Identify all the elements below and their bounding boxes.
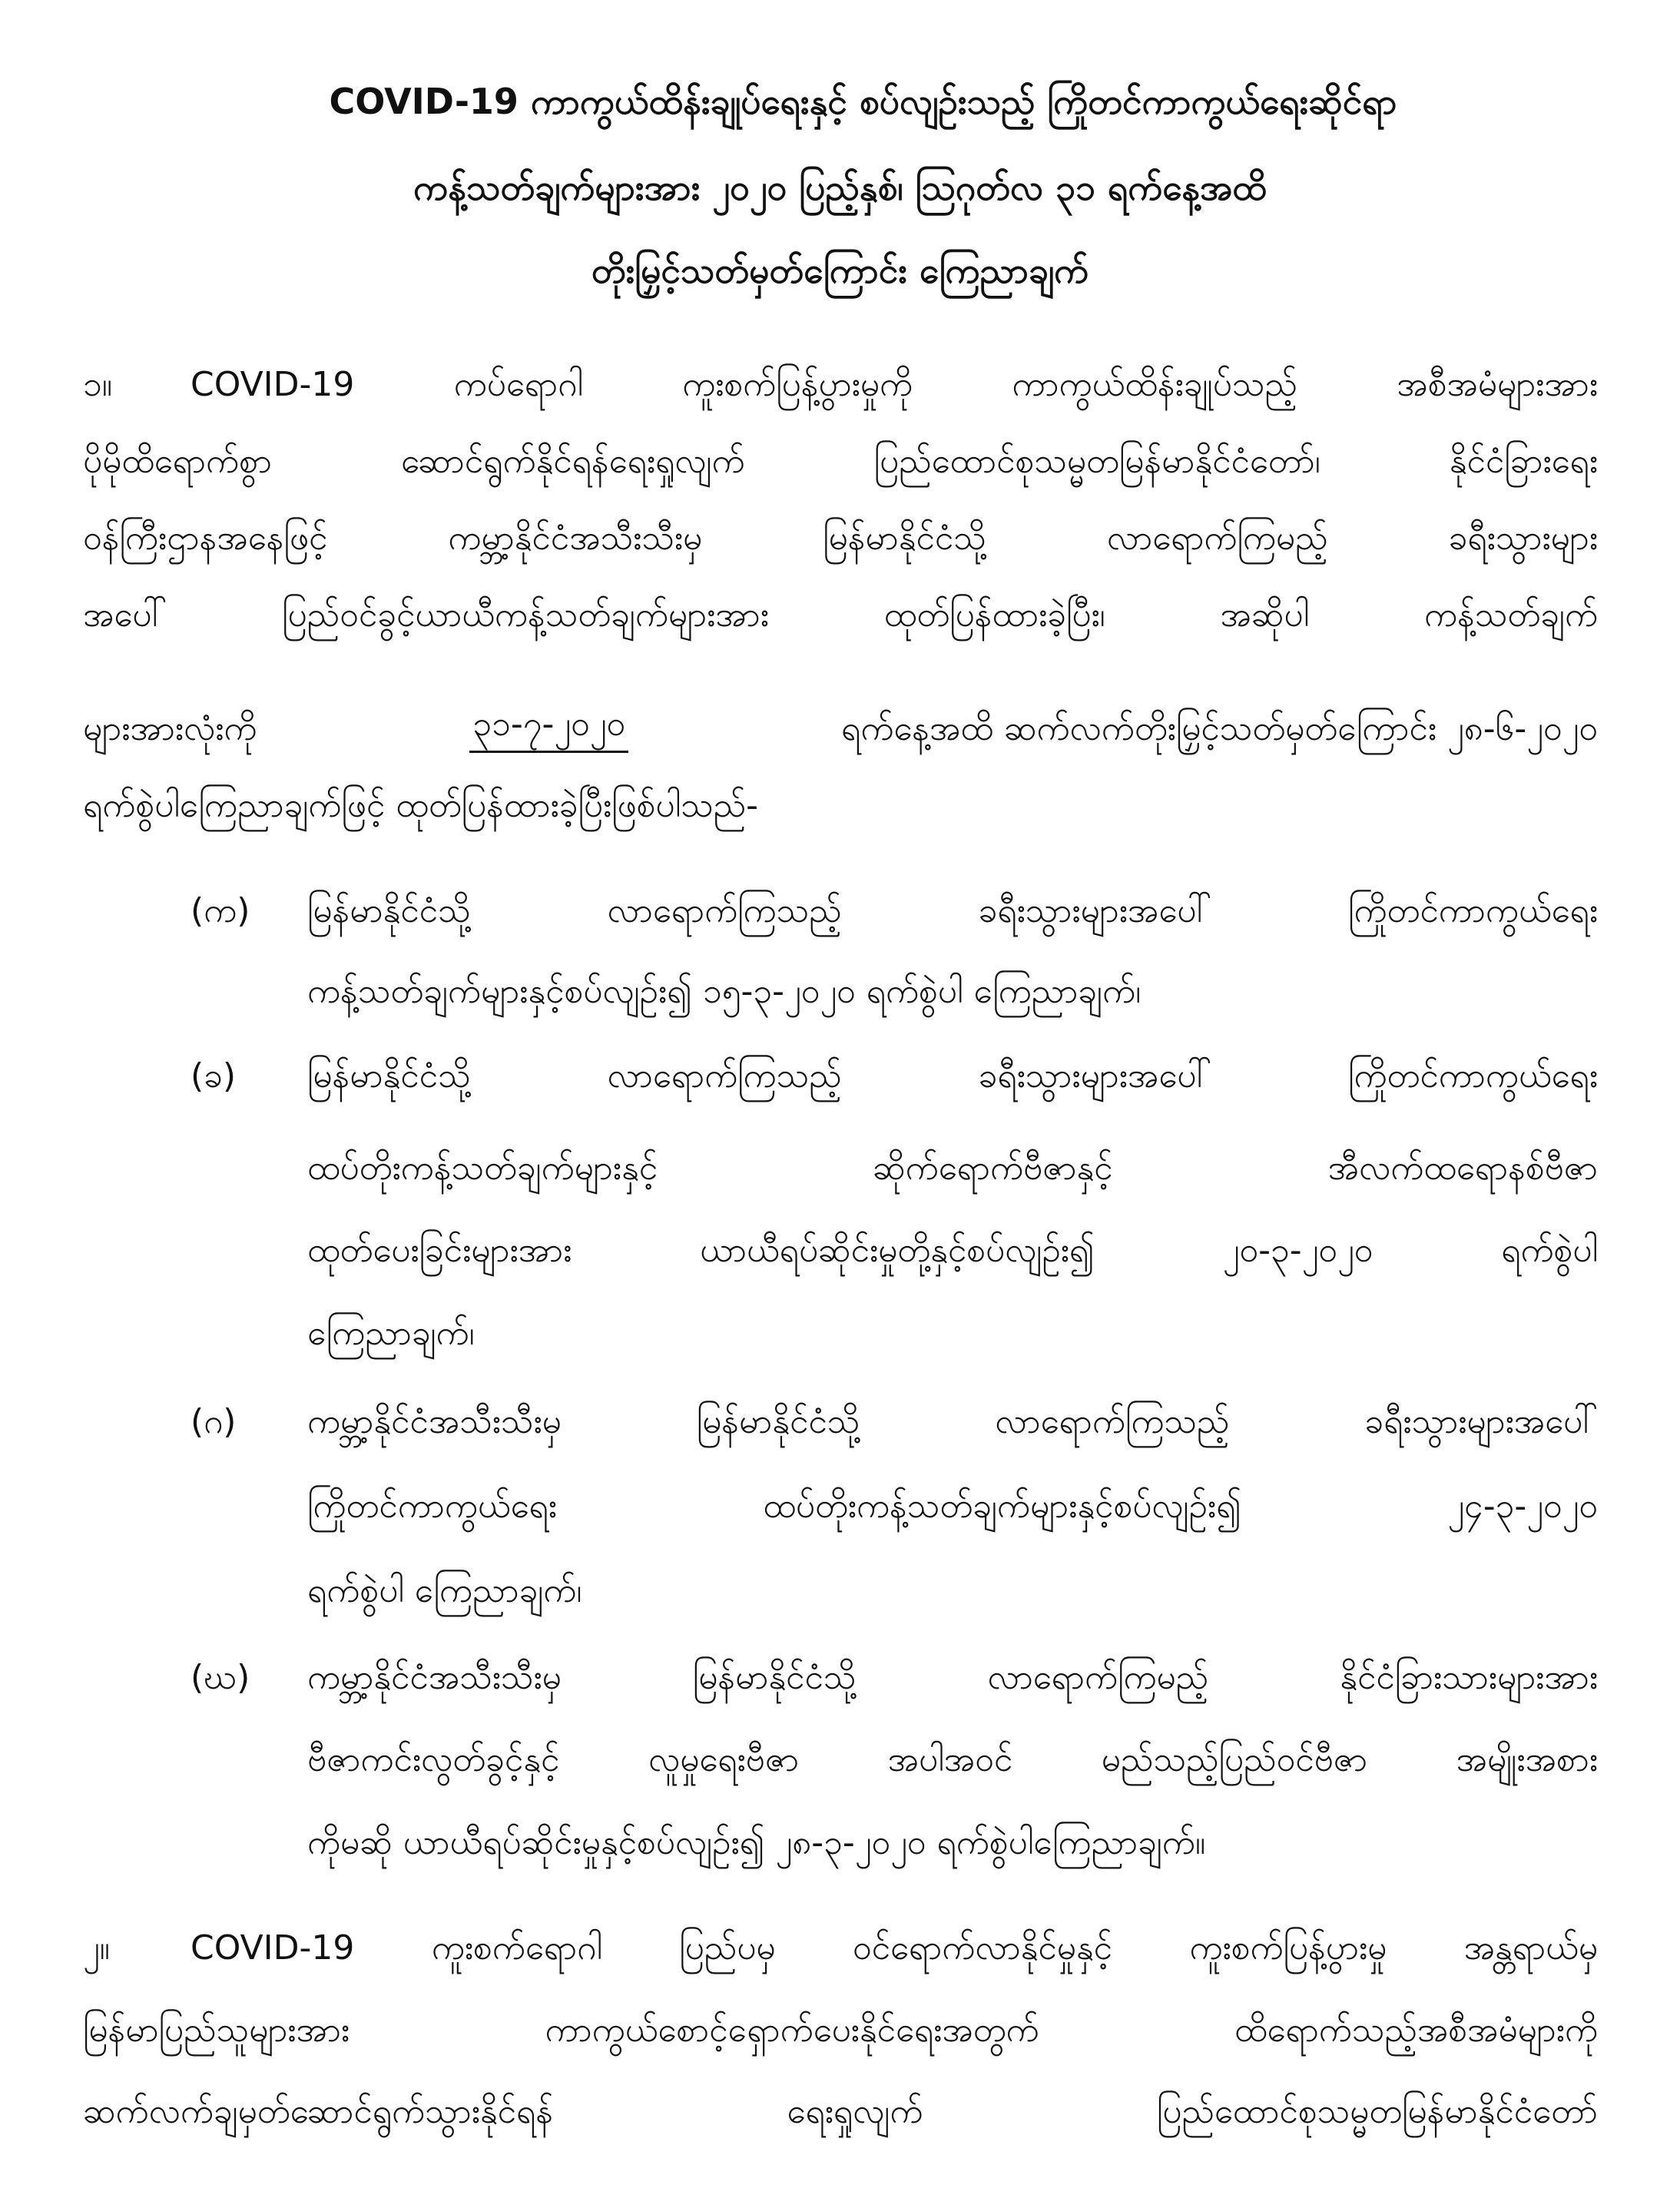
item-label: (က) bbox=[191, 891, 250, 930]
item-line: ကမ္ဘာ့နိုင်ငံအသီးသီးမှ မြန်မာနိုင်ငံသို့ လာရောက်ကြမည့် နိုင်ငံခြားသားများအား bbox=[307, 1658, 1598, 1697]
paragraph-1-line: ဝန်ကြီးဌာနအနေဖြင့် ကမ္ဘာ့နိုင်ငံအသီးသီးမှ မြန်မာနိုင်ငံသို့ လာရောက်ကြမည့် ခရီးသွားများ bbox=[83, 519, 1598, 558]
document-title-line-2: ကန့်သတ်ချက်များအား ၂၀၂၀ ပြည့်နှစ်၊ ဩဂုတ်လ ၃၁ ရက်နေ့အထိ bbox=[413, 167, 1267, 208]
document-title-line-1: COVID-19 ကာကွယ်ထိန်းချုပ်ရေးနှင့် စပ်လျဉ်းသည့် ကြိုတင်ကာကွယ်ရေးဆိုင်ရာ bbox=[329, 81, 1397, 122]
item-line: မြန်မာနိုင်ငံသို့ လာရောက်ကြသည့် ခရီးသွားများအပေါ် ကြိုတင်ကာကွယ်ရေး bbox=[307, 1056, 1598, 1096]
item-line: ကြိုတင်ကာကွယ်ရေး ထပ်တိုးကန့်သတ်ချက်များနှင့်စပ်လျဉ်း၍ ၂၄-၃-၂၀၂၀ bbox=[307, 1487, 1598, 1526]
item-line: ထုတ်ပေးခြင်းများအား ယာယီရပ်ဆိုင်းမှုတို့နှင့်စပ်လျဉ်း၍ ၂၀-၃-၂၀၂၀ ရက်စွဲပါ bbox=[307, 1231, 1598, 1270]
paragraph-2-number: ၂။ bbox=[83, 1928, 110, 1968]
paragraph-1-line: COVID-19 ကပ်ရောဂါ ကူးစက်ပြန့်ပွားမှုကို ကာကွယ်ထိန်းချုပ်သည့် အစီအမံများအား bbox=[191, 365, 1598, 404]
item-line: ကန့်သတ်ချက်များနှင့်စပ်လျဉ်း၍ ၁၅-၃-၂၀၂၀ ရက်စွဲပါ ကြေညာချက်၊ bbox=[307, 972, 1142, 1011]
item-line: မြန်မာနိုင်ငံသို့ လာရောက်ကြသည့် ခရီးသွားများအပေါ် ကြိုတင်ကာကွယ်ရေး bbox=[307, 891, 1598, 930]
item-line: ထပ်တိုးကန့်သတ်ချက်များနှင့် ဆိုက်ရောက်ဗီဇာနှင့် အီလက်ထရောနစ်ဗီဇာ bbox=[307, 1149, 1598, 1188]
item-label: (ဂ) bbox=[191, 1402, 237, 1441]
paragraph-2-line: မြန်မာပြည်သူများအား ကာကွယ်စောင့်ရှောက်ပေးနိုင်ရေးအတွက် ထိရောက်သည့်အစီအမံများကို bbox=[83, 2011, 1598, 2050]
document-title-line-3: တိုးမြှင့်သတ်မှတ်ကြောင်း ကြေညာချက် bbox=[591, 250, 1089, 291]
paragraph-1-line: ပိုမိုထိရောက်စွာ ဆောင်ရွက်နိုင်ရန်ရေးရှုလျက် ပြည်ထောင်စုသမ္မတမြန်မာနိုင်ငံတော်၊ နိုင်ငံခြားရေး bbox=[83, 442, 1598, 481]
item-label: (ခ) bbox=[191, 1056, 237, 1096]
item-line: ရက်စွဲပါ ကြေညာချက်၊ bbox=[307, 1571, 582, 1610]
paragraph-1-line: ရက်စွဲပါကြေညာချက်ဖြင့် ထုတ်ပြန်ထားခဲ့ပြီးဖြစ်ပါသည်- bbox=[83, 786, 759, 825]
item-line: ကိုမဆို ယာယီရပ်ဆိုင်းမှုနှင့်စပ်လျဉ်း၍ ၂၈-၃-၂၀၂၀ ရက်စွဲပါကြေညာချက်။ bbox=[307, 1823, 1206, 1862]
paragraph-1-line: အပေါ် ပြည်ဝင်ခွင့်ယာယီကန့်သတ်ချက်များအား ထုတ်ပြန်ထားခဲ့ပြီး၊ အဆိုပါ ကန့်သတ်ချက် bbox=[83, 595, 1598, 635]
item-line: ကမ္ဘာ့နိုင်ငံအသီးသီးမှ မြန်မာနိုင်ငံသို့ လာရောက်ကြသည့် ခရီးသွားများအပေါ် bbox=[307, 1402, 1598, 1441]
underlined-date: ၃၁-၇-၂၀၂၀ bbox=[469, 705, 628, 753]
item-line: ဗီဇာကင်းလွတ်ခွင့်နှင့် လူမှုရေးဗီဇာ အပါအဝင် မည်သည့်ပြည်ဝင်ဗီဇာ အမျိုးအစား bbox=[307, 1740, 1598, 1779]
paragraph-1-line-with-date bbox=[83, 705, 1598, 753]
item-label: (ဃ) bbox=[191, 1658, 250, 1697]
paragraph-1-line-suffix: ရက်နေ့အထိ ဆက်လက်တိုးမြှင့်သတ်မှတ်ကြောင်း ၂၈-၆-၂၀၂၀ bbox=[841, 709, 1598, 748]
item-line: ကြေညာချက်၊ bbox=[307, 1314, 475, 1353]
paragraph-2-line: ဆက်လက်ချမှတ်ဆောင်ရွက်သွားနိုင်ရန် ရေးရှုလျက် ပြည်ထောင်စုသမ္မတမြန်မာနိုင်ငံတော် bbox=[83, 2092, 1598, 2131]
paragraph-2-line: COVID-19 ကူးစက်ရောဂါ ပြည်ပမှ ဝင်ရောက်လာနိုင်မှုနှင့် ကူးစက်ပြန့်ပွားမှု အန္တရာယ်မှ bbox=[191, 1928, 1598, 1968]
paragraph-1-number: ၁။ bbox=[83, 365, 113, 404]
paragraph-1-line-prefix: များအားလုံးကို bbox=[83, 709, 257, 748]
